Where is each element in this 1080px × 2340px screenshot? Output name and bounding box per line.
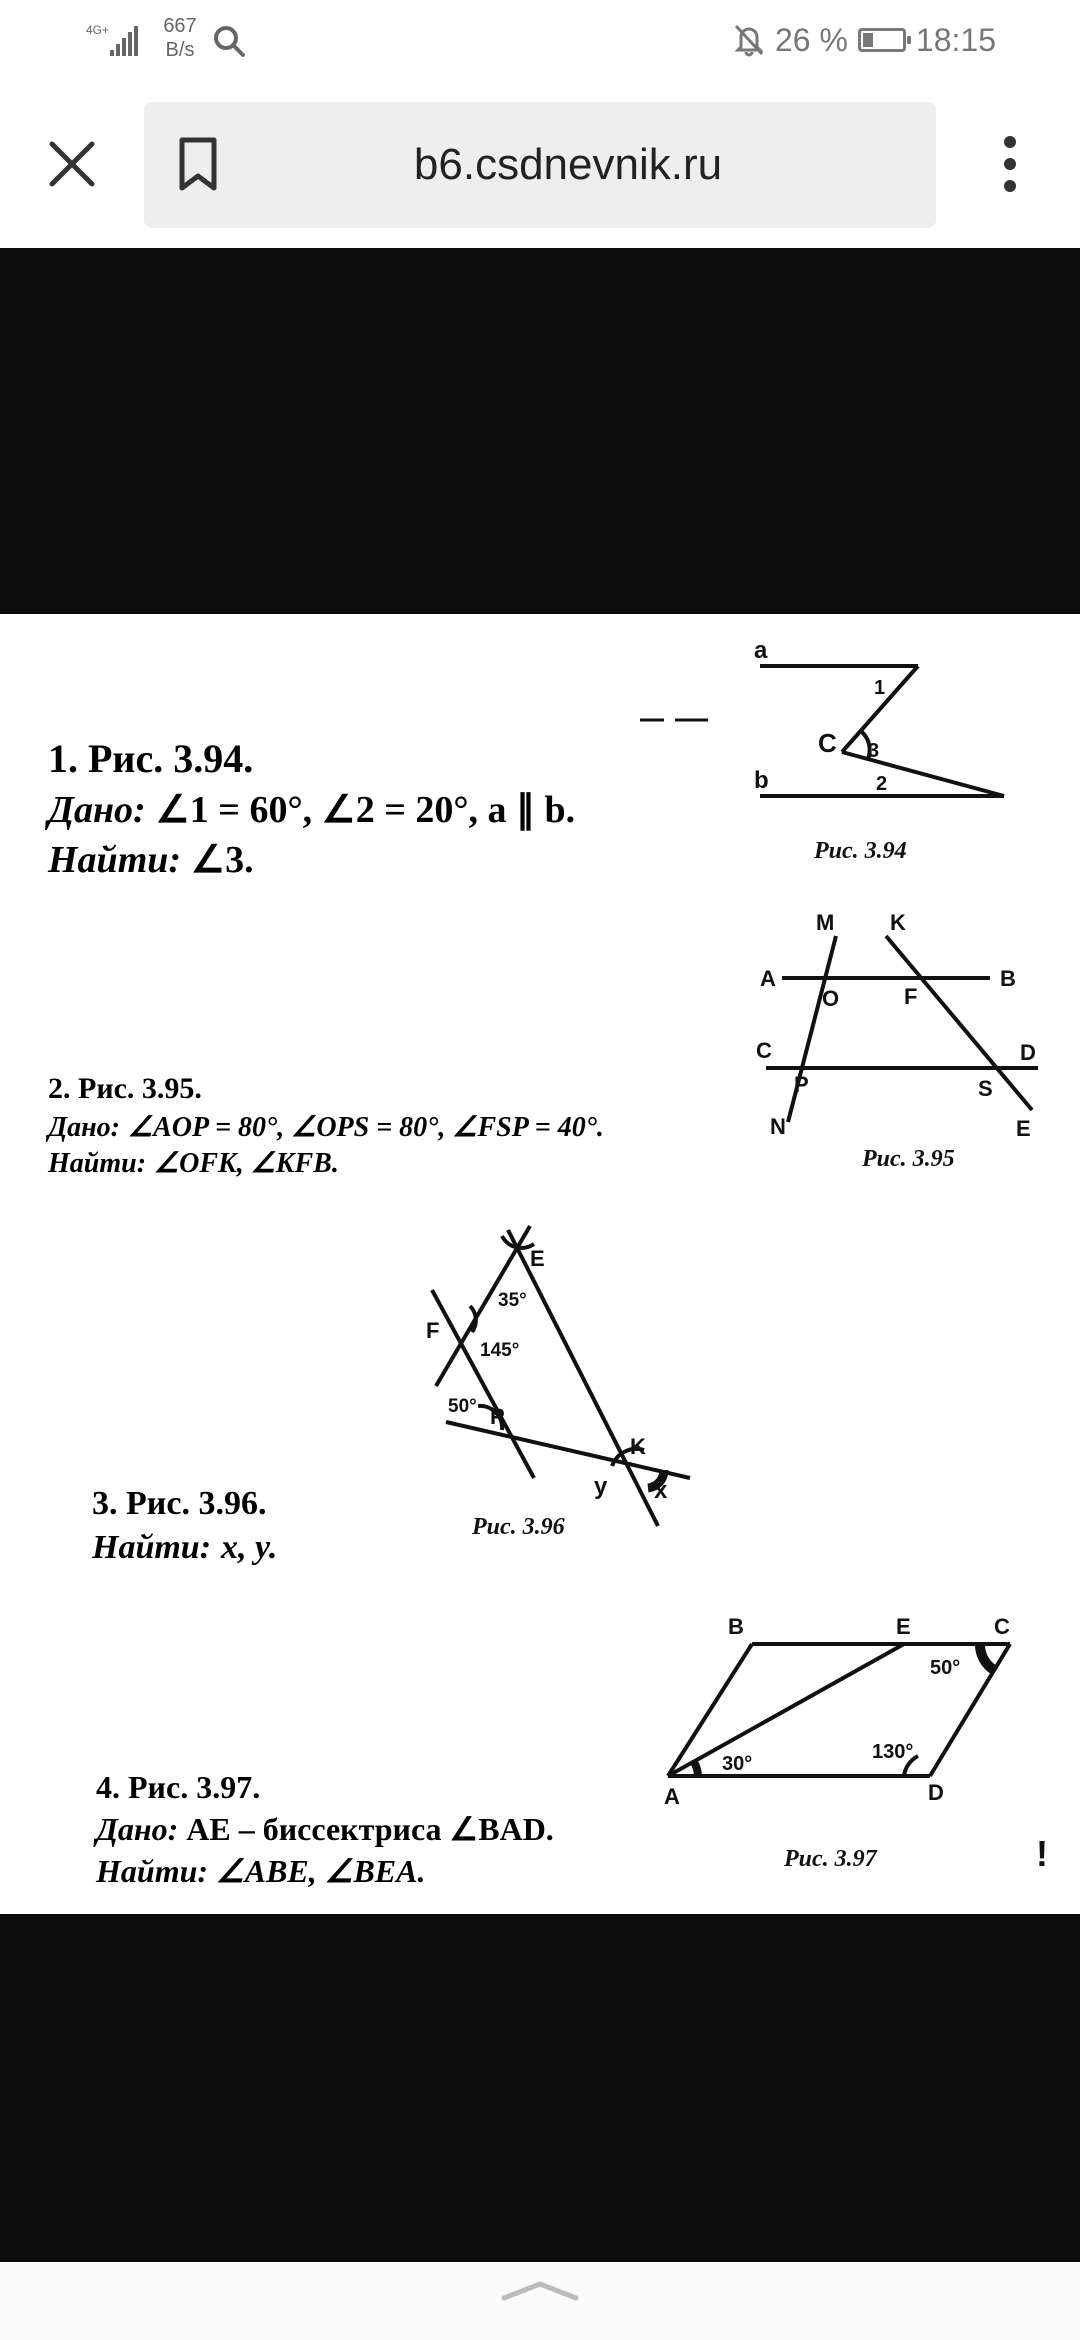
- angle-c-arc: [980, 1644, 994, 1670]
- battery-percent: 26 %: [774, 21, 848, 58]
- line-ek: [508, 1230, 658, 1526]
- navigation-bar: [0, 2262, 1080, 2340]
- find-label: Найти:: [48, 839, 182, 881]
- given-text: ∠AOP = 80°, ∠OPS = 80°, ∠FSP = 40°.: [128, 1112, 604, 1143]
- given-text: AE – биссектриса ∠BAD.: [186, 1811, 554, 1847]
- problem-1-find: [47, 839, 254, 881]
- label-p: P: [490, 1404, 505, 1429]
- label-2: 2: [876, 773, 888, 795]
- line-ke: [886, 936, 1032, 1110]
- exclamation-mark: !: [1036, 1833, 1048, 1874]
- caption-3-97: Рис. 3.97: [784, 1846, 877, 1872]
- line-fp: [432, 1290, 534, 1478]
- given-text: ∠1 = 60°, ∠2 = 20°, a ∥ b.: [155, 789, 576, 831]
- label-x: x: [654, 1477, 668, 1504]
- problem-2-header: 2. Рис. 3.95.: [48, 1072, 202, 1105]
- find-text: ∠3.: [191, 839, 254, 881]
- figure-3-96: [432, 1226, 690, 1526]
- page-dark-area-bottom: [0, 1914, 1080, 2262]
- find-label: Найти:: [48, 1148, 147, 1179]
- textbook-figures: [0, 614, 1080, 1914]
- label-d: D: [928, 1780, 944, 1805]
- problem-2-given: [45, 1112, 604, 1143]
- chevron-up-icon[interactable]: [500, 2278, 580, 2302]
- problem-1-header: 1. Рис. 3.94.: [48, 736, 254, 781]
- label-e: E: [896, 1614, 911, 1639]
- caption-3-94: Рис. 3.94: [814, 838, 907, 864]
- label-p: P: [794, 1072, 809, 1097]
- label-e: E: [530, 1246, 545, 1271]
- label-k: K: [630, 1434, 646, 1459]
- label-50: 50°: [930, 1657, 961, 1679]
- speed-unit: B/s: [165, 39, 195, 61]
- network-type: 4G+: [86, 23, 110, 37]
- problem-4-header: 4. Рис. 3.97.: [96, 1769, 261, 1805]
- find-label: Найти:: [92, 1529, 212, 1566]
- clock: 18:15: [915, 21, 996, 58]
- bookmark-icon[interactable]: [174, 136, 222, 194]
- label-o: O: [822, 986, 840, 1011]
- bell-off-icon: [733, 23, 765, 57]
- label-c: C: [994, 1614, 1010, 1639]
- label-c: C: [756, 1038, 772, 1063]
- label-a: A: [760, 966, 776, 991]
- figure-3-95-labels: [756, 910, 1036, 1141]
- find-text: x, y.: [221, 1529, 278, 1566]
- problem-4: [93, 1769, 554, 1889]
- given-label: Дано:: [96, 1811, 179, 1847]
- problem-4-find: [95, 1853, 425, 1889]
- label-b: B: [1000, 966, 1016, 991]
- label-y: y: [594, 1473, 608, 1500]
- status-right: [733, 18, 996, 62]
- problem-3: [91, 1485, 277, 1566]
- label-s: S: [978, 1076, 993, 1101]
- given-label: Дано:: [48, 789, 146, 831]
- problem-4-given: [93, 1811, 554, 1847]
- more-vert-icon[interactable]: [992, 134, 1028, 194]
- find-label: Найти:: [96, 1853, 209, 1889]
- label-m: M: [816, 910, 835, 935]
- url-text[interactable]: b6.csdnevnik.ru: [413, 140, 723, 189]
- label-f: F: [904, 984, 918, 1009]
- angle-a-arc: [694, 1762, 698, 1776]
- caption-3-95: Рис. 3.95: [862, 1146, 955, 1172]
- label-35: 35°: [498, 1290, 527, 1311]
- label-k: K: [890, 910, 906, 935]
- label-a: A: [664, 1784, 680, 1809]
- given-label: Дано:: [48, 1112, 120, 1143]
- label-f: F: [426, 1318, 440, 1343]
- search-icon: [212, 24, 246, 58]
- problem-3-header: 3. Рис. 3.96.: [92, 1485, 267, 1522]
- label-a: a: [754, 637, 768, 664]
- close-icon[interactable]: [44, 136, 100, 192]
- label-b: b: [754, 767, 769, 794]
- battery-fill: [863, 33, 873, 47]
- problem-1-given: [45, 789, 575, 831]
- signal-icon: [86, 20, 146, 60]
- problem-1: [45, 736, 575, 881]
- label-n: N: [770, 1114, 786, 1139]
- browser-toolbar: [0, 80, 1080, 248]
- network-speed: [158, 14, 202, 62]
- segment-2: [842, 752, 1004, 796]
- label-1: 1: [874, 677, 886, 699]
- label-145: 145°: [480, 1340, 520, 1361]
- battery-icon: [858, 28, 906, 52]
- problem-2: [45, 1072, 604, 1179]
- page-dark-area-top: [0, 248, 1080, 614]
- label-30: 30°: [722, 1753, 753, 1775]
- label-c: C: [818, 728, 837, 758]
- segment-ae: [668, 1644, 904, 1776]
- label-50: 50°: [448, 1396, 477, 1417]
- status-bar: [0, 0, 1080, 80]
- line-pk: [446, 1422, 690, 1478]
- problem-2-find: [47, 1148, 339, 1179]
- label-e: E: [1016, 1116, 1031, 1141]
- caption-3-96: Рис. 3.96: [472, 1514, 565, 1540]
- address-bar[interactable]: [144, 102, 936, 228]
- figure-3-94-labels: [754, 637, 887, 795]
- find-text: ∠ABE, ∠BEA.: [216, 1853, 426, 1889]
- find-text: ∠OFK, ∠KFB.: [154, 1148, 339, 1179]
- label-b: B: [728, 1614, 744, 1639]
- problem-3-find: [91, 1529, 277, 1566]
- textbook-image: [0, 614, 1080, 1914]
- label-130: 130°: [872, 1741, 914, 1763]
- speed-value: 667: [163, 15, 197, 37]
- label-3: 3: [868, 740, 880, 762]
- label-d: D: [1020, 1040, 1036, 1065]
